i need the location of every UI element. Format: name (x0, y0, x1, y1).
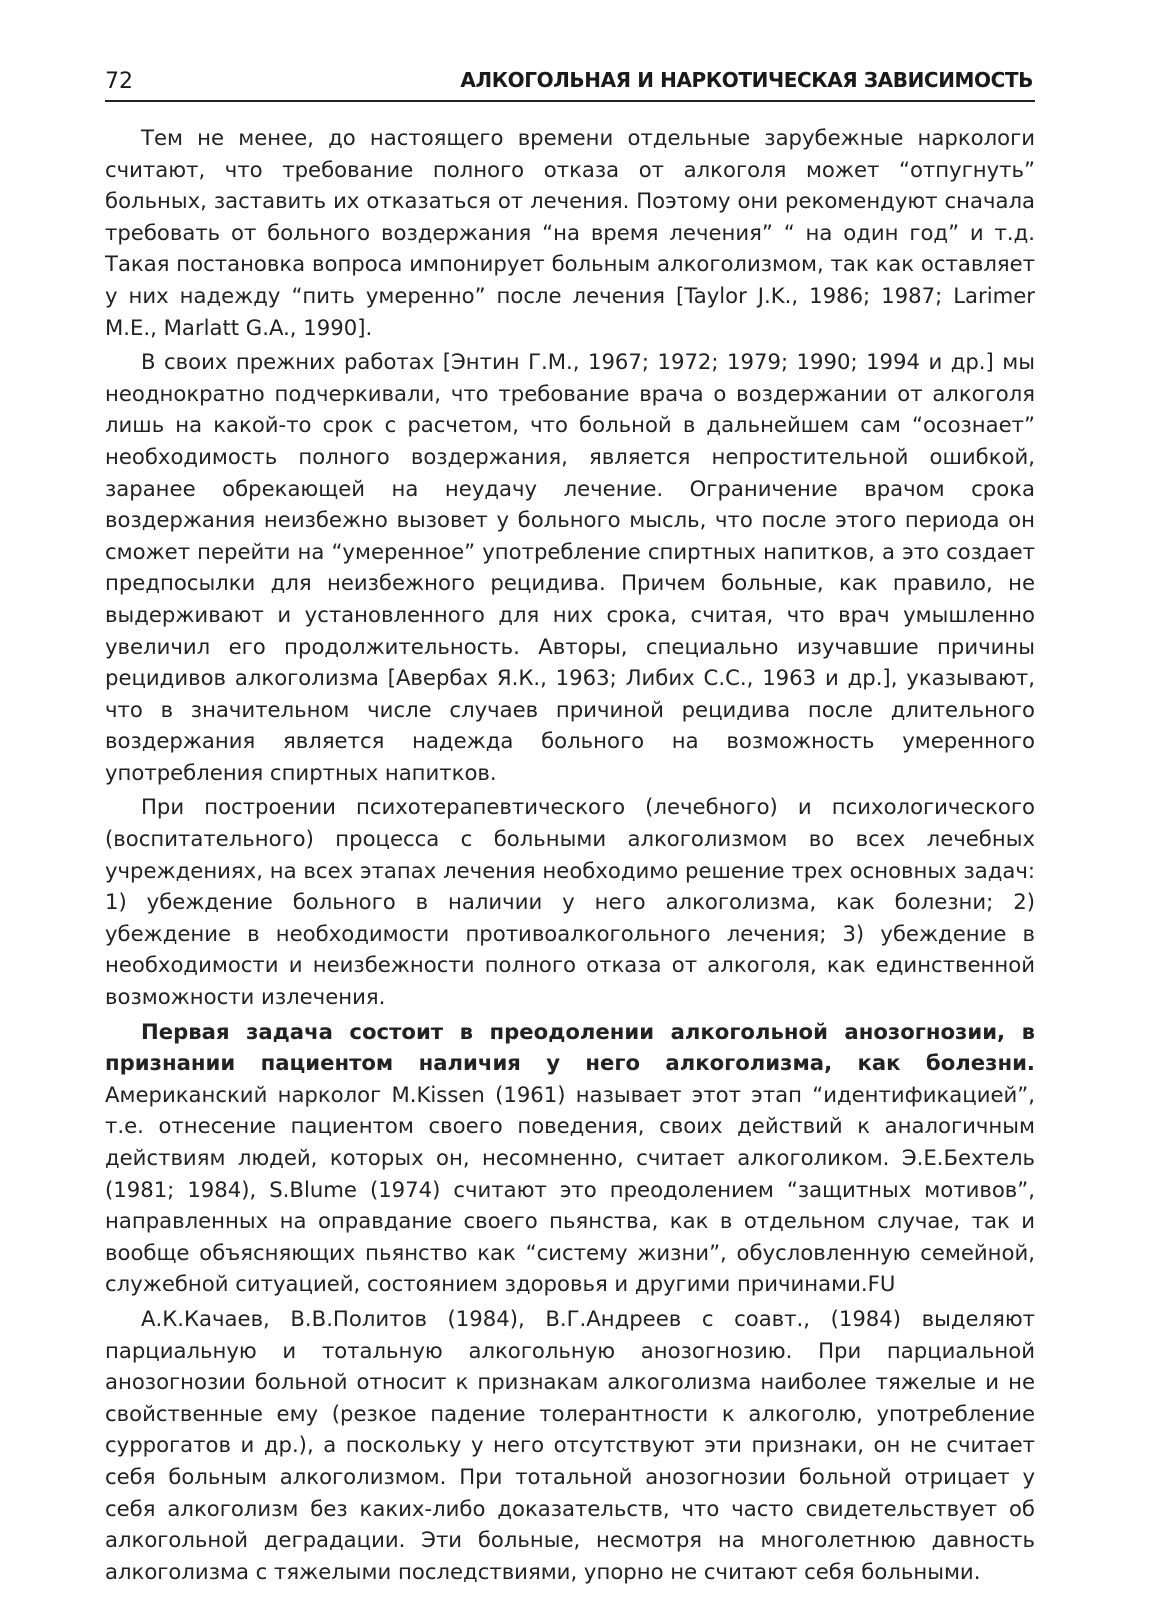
running-head (105, 58, 1035, 102)
paragraph-2: В своих прежних работах [Энтин Г.М., 1967; 1972; 1979; 1990; 1994 и др.] мы неоднократно подчеркивали, что требование врача о воздержании от алкоголя лишь на какой-то срок с расчетом, что больной в дальнейшем сам “осознает” необходимость полного воздержания, является непростительной ошибкой, заранее обрекающей на неудачу лечение. Ограничение врачом срока воздержания неизбежно вызовет у больного мысль, что после этого периода он сможет перейти на “умеренное” употребление спиртных напитков, а это создает предпосылки для неизбежного рецидива. Причем больные, как правило, не выдерживают и установленного для них срока, считая, что врач умышленно увеличил его продолжительность. Авторы, специально изучавшие причины рецидивов алкоголизма [Авербах Я.К., 1963; Либих С.С., 1963 и др.], указывают, что в значительном числе случаев причиной рецидива после длительного воздержания является надежда больного на возможность умеренного употребления спиртных напитков. (105, 349, 1035, 785)
paragraph-1: Тем не менее, до настоящего времени отдельные зарубежные наркологи считают, что требование полного отказа от алкоголя может “отпугнуть” больных, заставить их отказаться от лечения. Поэтому они рекомендуют сначала требовать от больного воздержания “на время лечения” “ на один год” и т.д. Такая постановка вопроса импонирует больным алкоголизмом, так как оставляет у них надежду “пить умеренно” после лечения [Taylor J.K., 1986; 1987; Larimer M.E., Marlatt G.A., 1990]. (105, 125, 1035, 340)
page-number: 72 (105, 69, 133, 94)
paragraph-4-bold-lead: Первая задача состоит в преодолении алкогольной анозогнозии, в признании пациентом наличия у него алкоголизма, как болезни. (105, 1018, 1035, 1076)
paragraph-4-text: Американский нарколог M.Kissen (1961) называет этот этап “идентификацией”, т.е. отнесение пациентом своего поведения, своих действий к аналогичным действиям людей, которых он, несомненно, считает алкоголиком. Э.Е.Бехтель (1981; 1984), S.Blume (1974) считают это преодолением “защитных мотивов”, направленных на оправдание своего пьянства, как в отдельном случае, так и вообще объясняющих пьянство как “систему жизни”, обусловленную семейной, служебной ситуацией, состоянием здоровья и другими причинами.FU (105, 1081, 1035, 1297)
running-head-title: АЛКОГОЛЬНАЯ И НАРКОТИЧЕСКАЯ ЗАВИСИМОСТЬ (460, 68, 1033, 92)
body-text (105, 122, 1035, 1587)
paragraph-4 (105, 1016, 1035, 1300)
paragraph-5: А.К.Качаев, В.В.Политов (1984), В.Г.Андреев с соавт., (1984) выделяют парциальную и тотальную алкогольную анозогнозию. При парциальной анозогнозии больной относит к признакам алкоголизма наиболее тяжелые и не свойственные ему (резкое падение толерантности к алкоголю, употребление суррогатов и др.), а поскольку у него отсутствуют эти признаки, он не считает себя больным алкоголизмом. При тотальной анозогнозии больной отрицает у себя алкоголизм без каких-либо доказательств, что часто свидетельствует об алкогольной деградации. Эти больные, несмотря на многолетнюю давность алкоголизма с тяжелыми последствиями, упорно не считают себя больными. (105, 1305, 1035, 1584)
paragraph-3: При построении психотерапевтического (лечебного) и психологического (воспитательного) процесса с больными алкоголизмом во всех лечебных учреждениях, на всех этапах лечения необходимо решение трех основных задач: 1) убеждение больного в наличии у него алкоголизма, как болезни; 2) убеждение в необходимости противоалкогольного лечения; 3) убеждение в необходимости и неизбежности полного отказа от алкоголя, как единственной возможности излечения. (105, 794, 1035, 1010)
